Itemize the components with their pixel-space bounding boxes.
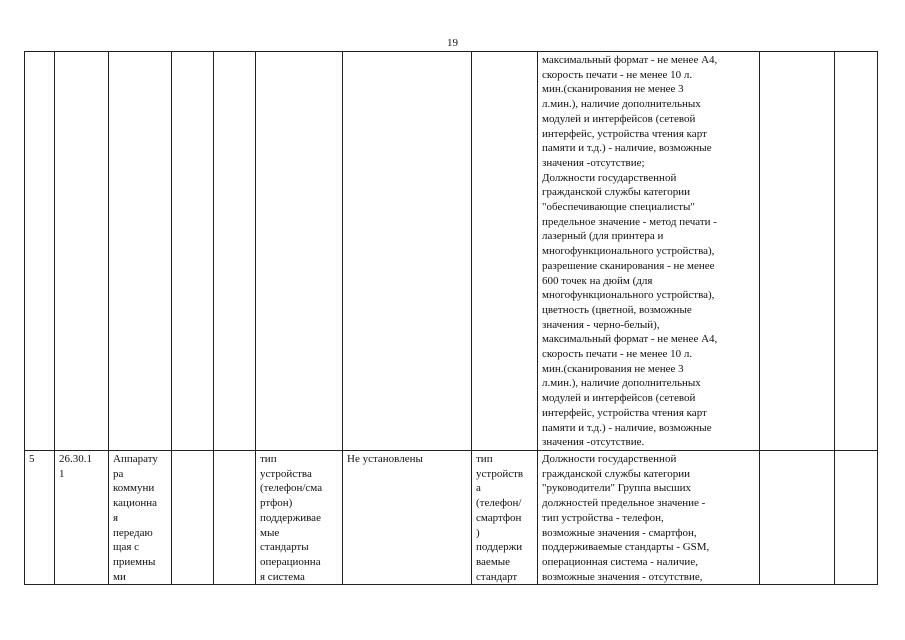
- okpd-code-cell: [55, 52, 109, 451]
- unit-name-cell: [214, 52, 256, 451]
- page-number: 19: [447, 37, 458, 49]
- table-row: [25, 450, 878, 584]
- function-cell: [835, 52, 878, 451]
- table-row: [25, 52, 878, 451]
- characteristic-cell: [256, 52, 343, 451]
- justification-cell: [760, 450, 835, 584]
- unit-code-cell: [172, 450, 214, 584]
- row-number-cell: [25, 52, 55, 451]
- product-name-cell: Аппарату ра коммуни кационна я передаю щая с приемны ми: [109, 450, 172, 584]
- row-number-cell: 5: [25, 450, 55, 584]
- agency-characteristic-cell: тип устройств а (телефон/ смартфон ) поддержи ваемые стандарт: [472, 450, 538, 584]
- okpd-code-cell: 26.30.1 1: [55, 450, 109, 584]
- characteristic-value-cell: Не установлены: [343, 450, 472, 584]
- agency-value-cell: Должности государственной гражданской службы категории "руководители" Группа высших должностей предельное значение - тип устройства - телефон, возможные значения - смартфон, поддерживаемые стандарты - GSM, операционная система - наличие, возможные значения - отсутствие,: [538, 450, 760, 584]
- product-name-cell: [109, 52, 172, 451]
- agency-characteristic-cell: [472, 52, 538, 451]
- justification-cell: [760, 52, 835, 451]
- unit-name-cell: [214, 450, 256, 584]
- function-cell: [835, 450, 878, 584]
- unit-code-cell: [172, 52, 214, 451]
- characteristic-value-cell: [343, 52, 472, 451]
- requirements-table: [24, 51, 878, 585]
- agency-value-cell: максимальный формат - не менее А4, скорость печати - не менее 10 л. мин.(сканирования не менее 3 л.мин.), наличие дополнительных модулей и интерфейсов (сетевой интерфейс, устройства чтения карт памяти и т.д.) - наличие, возможные значения -отсутствие; Должности государственной гражданской службы категории "обеспечивающие специалисты" предельное значение - метод печати - лазерный (для принтера и многофункционального устройства), разрешение сканирования - не менее 600 точек на дюйм (для многофункционального устройства), цветность (цветной, возможные значения - черно-белый), максимальный формат - не менее А4, скорость печати - не менее 10 л. мин.(сканирования не менее 3 л.мин.), наличие дополнительных модулей и интерфейсов (сетевой интерфейс, устройства чтения карт памяти и т.д.) - наличие, возможные значения -отсутствие.: [538, 52, 760, 451]
- characteristic-cell: тип устройства (телефон/сма ртфон) поддерживае мые стандарты операционна я система: [256, 450, 343, 584]
